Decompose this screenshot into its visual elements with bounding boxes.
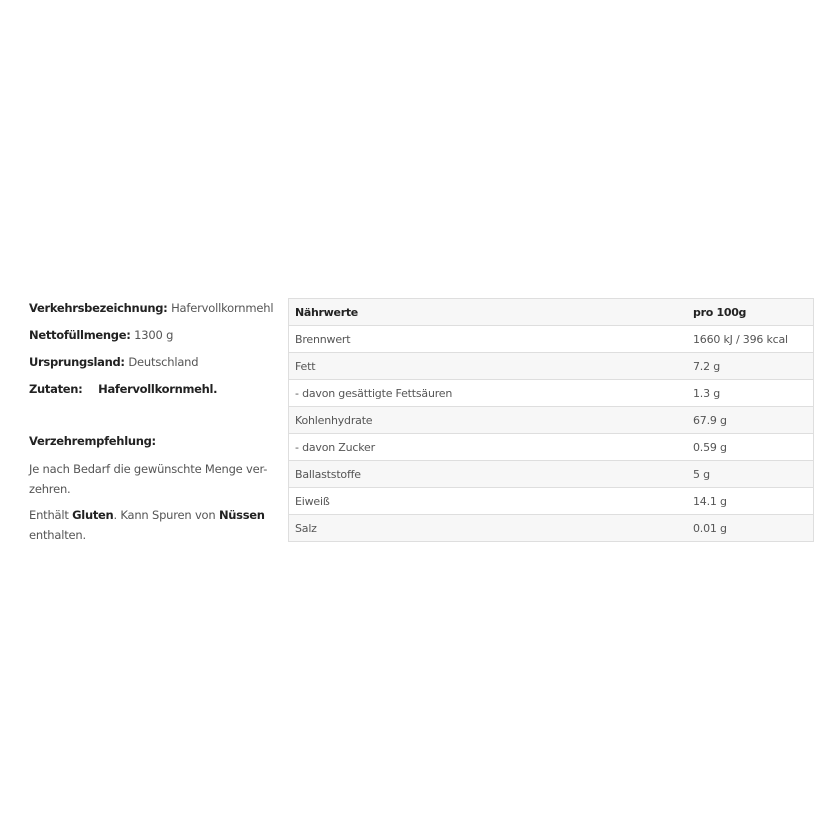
designation-label: Verkehrsbezeichnung: [29,301,168,315]
nutrient-name: - davon gesättigte Fettsäuren [289,380,688,407]
table-row [289,488,814,515]
nutrient-name: Salz [289,515,688,542]
table-row [289,326,814,353]
table-row [289,380,814,407]
net-quantity-label: Nettofüllmenge: [29,328,131,342]
recommendation-title: Verzehrempfehlung: [29,434,156,448]
net-quantity-field [29,325,274,345]
nutrient-name: Ballaststoffe [289,461,688,488]
designation-value: Hafervollkornmehl [171,301,274,315]
ingredients-field [29,379,274,399]
nutrient-value: 0.59 g [687,434,814,461]
allergen-nuts: Nüssen [218,508,265,522]
table-row [289,461,814,488]
origin-label: Ursprungsland: [29,355,125,369]
recommendation-line-1: Je nach Bedarf die gewünschte Menge ver- [29,462,268,476]
nutrition-header-name: Nährwerte [289,299,688,326]
nutrient-value: 14.1 g [687,488,814,515]
table-row [289,407,814,434]
product-info [29,298,274,551]
allergen-gluten: Gluten [72,508,114,522]
nutrient-value: 1660 kJ / 396 kcal [687,326,814,353]
ingredients-value: Hafervollkornmehl. [98,382,218,396]
nutrient-name: - davon Zucker [289,434,688,461]
table-row [289,434,814,461]
table-row [289,515,814,542]
nutrition-table [288,298,814,542]
origin-field [29,352,274,372]
allergen-text [29,505,274,545]
ingredients-label: Zutaten: [29,382,83,396]
nutrition-header-value: pro 100g [687,299,814,326]
allergen-mid: . Kann Spuren von [113,508,219,522]
recommendation-line-2: zehren. [29,482,71,496]
table-row [289,353,814,380]
nutrient-value: 7.2 g [687,353,814,380]
nutrient-name: Kohlenhydrate [289,407,688,434]
allergen-post: enthalten. [29,528,86,542]
nutrient-value: 5 g [687,461,814,488]
nutrient-name: Eiweiß [289,488,688,515]
allergen-pre: Enthält [29,508,73,522]
designation-field [29,298,274,318]
origin-value: Deutschland [128,355,199,369]
recommendation-text [29,459,274,499]
nutrient-name: Brennwert [289,326,688,353]
nutrition-header-row [289,299,814,326]
nutrient-value: 0.01 g [687,515,814,542]
nutrient-name: Fett [289,353,688,380]
nutrient-value: 1.3 g [687,380,814,407]
net-quantity-value: 1300 g [134,328,174,342]
nutrient-value: 67.9 g [687,407,814,434]
